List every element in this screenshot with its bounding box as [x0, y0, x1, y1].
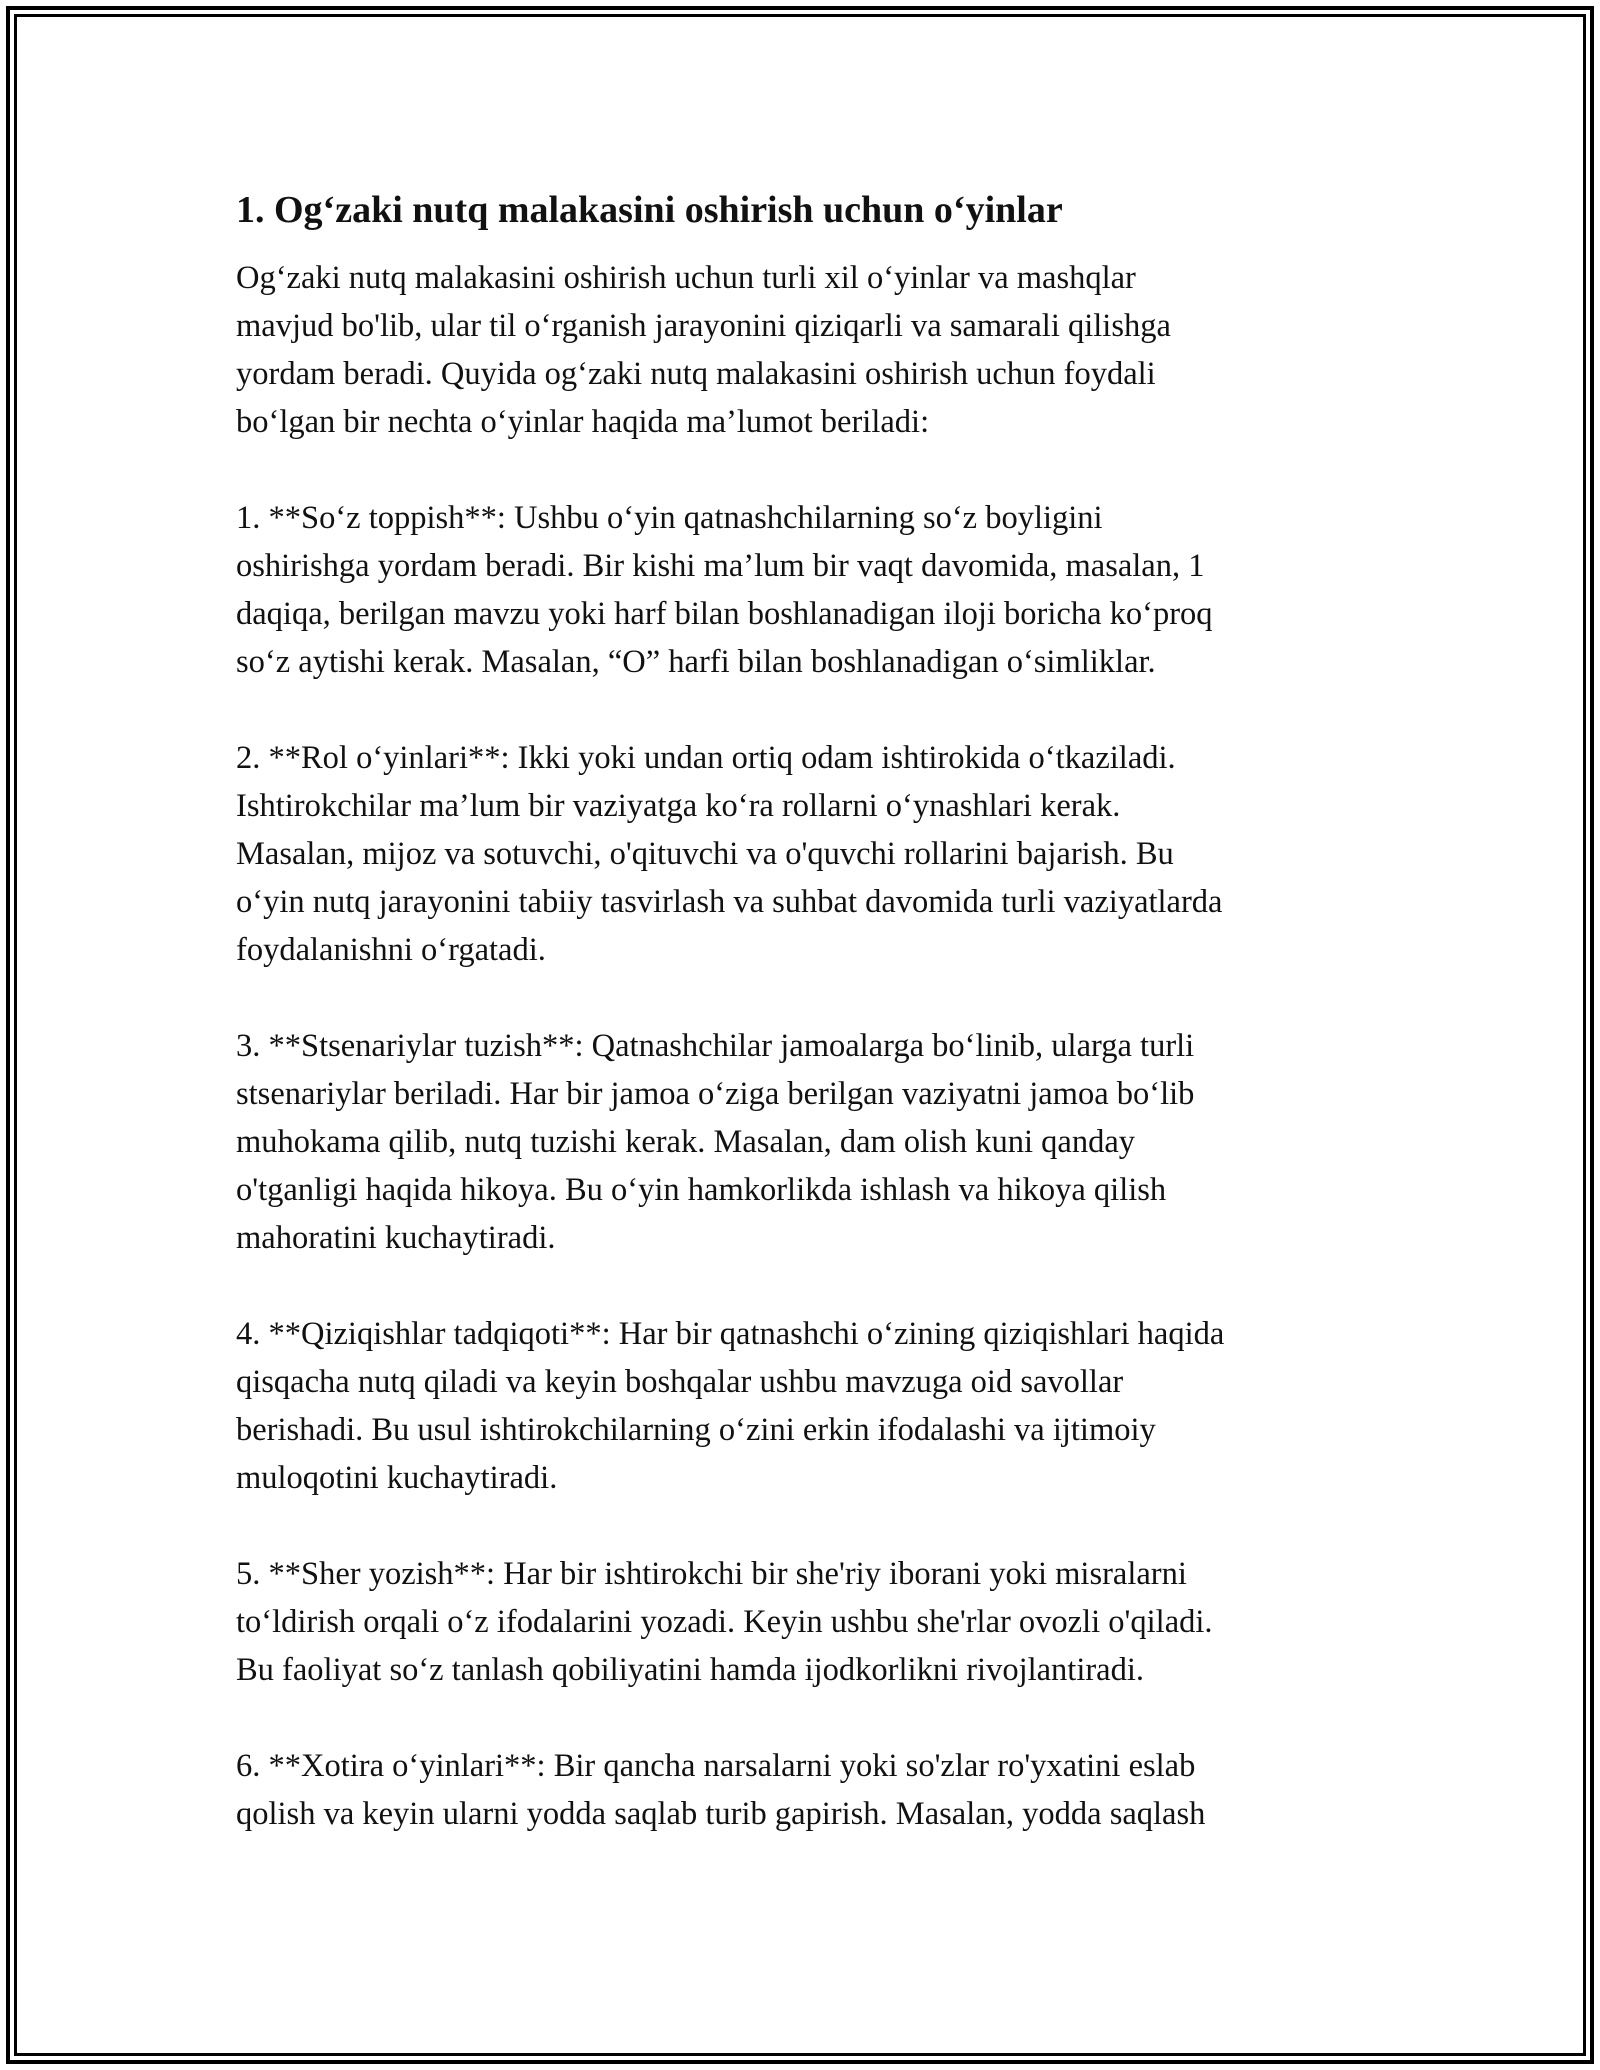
- text-line: Bu faoliyat so‘z tanlash qobiliyatini hamda ijodkorlikni rivojlantiradi.: [236, 1652, 1145, 1688]
- text-line: muloqotini kuchaytiradi.: [236, 1460, 558, 1496]
- text-line: 4. **Qiziqishlar tadqiqoti**: Har bir qatnashchi o‘zining qiziqishlari haqida: [236, 1316, 1225, 1352]
- text-line: muhokama qilib, nutq tuzishi kerak. Masalan, dam olish kuni qanday: [236, 1124, 1136, 1160]
- text-line: foydalanishni o‘rgatadi.: [236, 932, 546, 968]
- text-line: daqiqa, berilgan mavzu yoki harf bilan boshlanadigan iloji boricha ko‘proq: [236, 596, 1213, 632]
- text-line: 6. **Xotira o‘yinlari**: Bir qancha narsalarni yoki so'zlar ro'yxatini eslab: [236, 1748, 1196, 1784]
- game-item-4: [236, 1310, 1366, 1502]
- text-line: bo‘lgan bir nechta o‘yinlar haqida ma’lumot beriladi:: [236, 404, 930, 440]
- text-line: o'tganligi haqida hikoya. Bu o‘yin hamkorlikda ishlash va hikoya qilish: [236, 1172, 1167, 1208]
- text-line: 5. **Sher yozish**: Har bir ishtirokchi bir she'riy iborani yoki misralarni: [236, 1556, 1187, 1592]
- text-line: oshirishga yordam beradi. Bir kishi ma’lum bir vaqt davomida, masalan, 1: [236, 548, 1205, 584]
- text-line: stsenariylar beriladi. Har bir jamoa o‘ziga berilgan vaziyatni jamoa bo‘lib: [236, 1076, 1195, 1112]
- text-line: qisqacha nutq qiladi va keyin boshqalar ushbu mavzuga oid savollar: [236, 1364, 1124, 1400]
- game-item-1: [236, 494, 1366, 686]
- text-line: to‘ldirish orqali o‘z ifodalarini yozadi. Keyin ushbu she'rlar ovozli o'qiladi.: [236, 1604, 1213, 1640]
- text-line: 3. **Stsenariylar tuzish**: Qatnashchilar jamoalarga bo‘linib, ularga turli: [236, 1028, 1195, 1064]
- text-line: berishadi. Bu usul ishtirokchilarning o‘zini erkin ifodalashi va ijtimoiy: [236, 1412, 1156, 1448]
- game-item-2: [236, 734, 1366, 974]
- text-line: Ishtirokchilar ma’lum bir vaziyatga ko‘ra rollarni o‘ynashlari kerak.: [236, 788, 1121, 824]
- game-item-6: [236, 1742, 1366, 1838]
- text-line: mavjud bo'lib, ular til o‘rganish jarayonini qiziqarli va samarali qilishga: [236, 308, 1171, 344]
- text-line: qolish va keyin ularni yodda saqlab turib gapirish. Masalan, yodda saqlash: [236, 1796, 1206, 1832]
- text-line: mahoratini kuchaytiradi.: [236, 1220, 556, 1256]
- text-line: 2. **Rol o‘yinlari**: Ikki yoki undan ortiq odam ishtirokida o‘tkaziladi.: [236, 740, 1176, 776]
- text-line: Masalan, mijoz va sotuvchi, o'qituvchi va o'quvchi rollarini bajarish. Bu: [236, 836, 1174, 872]
- text-line: yordam beradi. Quyida og‘zaki nutq malakasini oshirish uchun foydali: [236, 356, 1156, 392]
- text-line: Og‘zaki nutq malakasini oshirish uchun turli xil o‘yinlar va mashqlar: [236, 260, 1136, 296]
- text-line: so‘z aytishi kerak. Masalan, “O” harfi bilan boshlanadigan o‘simliklar.: [236, 644, 1156, 680]
- document-body: [236, 186, 1366, 1886]
- text-line: o‘yin nutq jarayonini tabiiy tasvirlash va suhbat davomida turli vaziyatlarda: [236, 884, 1223, 920]
- document-title: 1. Og‘zaki nutq malakasini oshirish uchun o‘yinlar: [236, 189, 1063, 231]
- intro-paragraph: [236, 254, 1366, 446]
- game-item-3: [236, 1022, 1366, 1262]
- text-line: 1. **So‘z toppish**: Ushbu o‘yin qatnashchilarning so‘z boyligini: [236, 500, 1103, 536]
- game-item-5: [236, 1550, 1366, 1694]
